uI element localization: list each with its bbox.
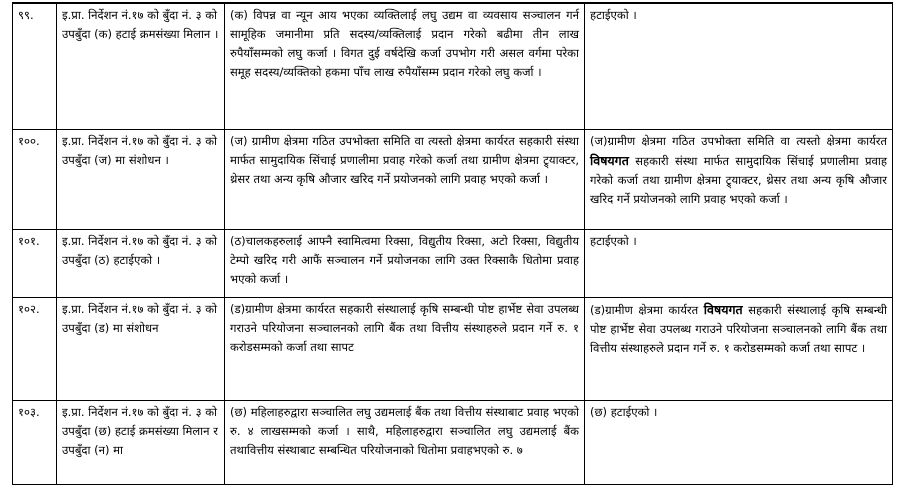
reference-text: इ.प्रा. निर्देशन नं.१७ को बुँदा नं. ३ को उपबुँदा (क) हटाई क्रमसंख्या मिलान । (62, 8, 219, 41)
amended-provision-text: (ड)ग्रामीण क्षेत्रमा कार्यरत (590, 303, 704, 317)
row-number: १०२. (18, 302, 40, 316)
table-row (13, 130, 893, 230)
highlighted-term: विषयगत (590, 153, 629, 168)
amended-provision-text: हटाईएको । (590, 8, 637, 22)
existing-provision-cell (225, 401, 585, 485)
row-number-cell (13, 230, 57, 298)
row-number: १०१. (18, 234, 40, 248)
amendment-table (12, 2, 893, 485)
existing-provision-cell (225, 298, 585, 401)
row-number-cell (13, 298, 57, 401)
row-number: १०३. (18, 405, 40, 419)
table-row (13, 401, 893, 485)
existing-provision-text: (ड)ग्रामीण क्षेत्रमा कार्यरत सहकारी संस्थालाई कृषि सम्बन्धी पोष्ट हार्भेष्ट सेवा उपलब्ध गराउने परियोजना सञ्चालनको लागि बैंक तथा वित्तीय संस्थाहरुले प्रदान गर्ने रु. १ करोडसम्मको कर्जा तथा सापट (230, 302, 579, 354)
reference-cell (57, 298, 225, 401)
existing-provision-cell (225, 230, 585, 298)
amended-provision-cell (585, 298, 893, 401)
amended-provision-text-rest: सहकारी संस्थालाई कृषि सम्बन्धी पोष्ट हार्भेष्ट सेवा उपलब्ध गराउने परियोजना सञ्चालनको लागि बैंक तथा वित्तीय संस्थाहरुले प्रदान गर्ने रु. १ करोडसम्मको कर्जा तथा सापट । (590, 303, 887, 355)
reference-cell (57, 3, 225, 130)
row-number: १००. (18, 134, 40, 148)
amended-provision-text: हटाईएको । (590, 234, 637, 248)
table-row (13, 230, 893, 298)
amended-provision-text: (छ) हटाईएको । (590, 405, 658, 419)
existing-provision-cell (225, 3, 585, 130)
reference-text: इ.प्रा. निर्देशन नं.१७ को बुँदा नं. ३ को उपबुँदा (ड) मा संशोधन (62, 302, 218, 335)
existing-provision-text: (ठ)चालकहरुलाई आफ्नै स्वामित्वमा रिक्सा, विद्युतीय रिक्सा, अटो रिक्सा, विद्युतीय टेम्पो खरिद गरी आफैं सञ्चालन गर्ने प्रयोजनका लागि उक्त रिक्साकै धितोमा प्रवाह भएको कर्जा । (230, 234, 579, 286)
existing-provision-text: (छ) महिलाहरुद्वारा सञ्चालित लघु उद्यमलाई बैंक तथा वित्तीय संस्थाबाट प्रवाह भएको रु. ४ लाखसम्मको कर्जा । साथै, महिलाहरुद्वारा सञ्चालित लघु उद्यमलाई बैंक तथावित्तीय संस्थाबाट सम्बन्धित परियोजनाको धितोमा प्रवाहभएको रु. ७ (230, 405, 579, 457)
existing-provision-text: (क) विपन्न वा न्यून आय भएका व्यक्तिलाई लघु उद्यम वा व्यवसाय सञ्चालन गर्न सामूहिक जमानीमा प्रति सदस्य/व्यक्तिलाई प्रदान गरेको बढीमा तीन लाख रुपैयाँसम्मको लघु कर्जा । विगत दुई वर्षदेखि कर्जा उपभोग गरी असल वर्गमा परेका समूह सदस्य/व्यक्तिको हकमा पाँच लाख रुपैयाँसम्म प्रदान गरेको लघु कर्जा । (230, 8, 579, 79)
highlighted-term: विषयगत (703, 302, 743, 317)
amended-provision-cell (585, 130, 893, 230)
row-number: ९९. (18, 8, 34, 22)
reference-text: इ.प्रा. निर्देशन नं.१७ को बुँदा नं. ३ को उपबुँदा (ठ) हटाईएको । (62, 234, 218, 267)
reference-text: इ.प्रा. निर्देशन नं.१७ को बुँदा नं. ३ को उपबुँदा (ज) मा संशोधन । (62, 134, 218, 167)
row-number-cell (13, 130, 57, 230)
row-number-cell (13, 3, 57, 130)
amended-provision-text-rest: सहकारी संस्था मार्फत सामुदायिक सिंचाई प्रणालीमा प्रवाह गरेको कर्जा तथा ग्रामीण क्षेत्रमा ट्र्याक्टर, थ्रेसर तथा अन्य कृषि औजार खरिद गर्ने प्रयोजनको लागि प्रवाह भएको कर्जा । (590, 154, 887, 206)
table-row (13, 3, 893, 130)
existing-provision-text: (ज) ग्रामीण क्षेत्रमा गठित उपभोक्ता समिति वा त्यस्तो क्षेत्रमा कार्यरत सहकारी संस्था मार्फत सामुदायिक सिंचाई प्रणालीमा प्रवाह गरेको कर्जा तथा ग्रामीण क्षेत्रमा ट्र्याक्टर, थ्रेसर तथा अन्य कृषि औजार खरिद गर्ने प्रयोजनको लागि प्रवाह भएको कर्जा । (230, 134, 579, 186)
reference-text: इ.प्रा. निर्देशन नं.१७ को बुँदा नं. ३ को उपबुँदा (छ) हटाई क्रमसंख्या मिलान र उपबुँदा (न) मा (62, 405, 218, 457)
amended-provision-text: (ज)ग्रामीण क्षेत्रमा गठित उपभोक्ता समिति वा त्यस्तो क्षेत्रमा कार्यरत (590, 134, 887, 148)
row-number-cell (13, 401, 57, 485)
amended-provision-cell (585, 401, 893, 485)
existing-provision-cell (225, 130, 585, 230)
amended-provision-cell (585, 3, 893, 130)
table-row (13, 298, 893, 401)
reference-cell (57, 130, 225, 230)
reference-cell (57, 230, 225, 298)
amended-provision-cell (585, 230, 893, 298)
reference-cell (57, 401, 225, 485)
